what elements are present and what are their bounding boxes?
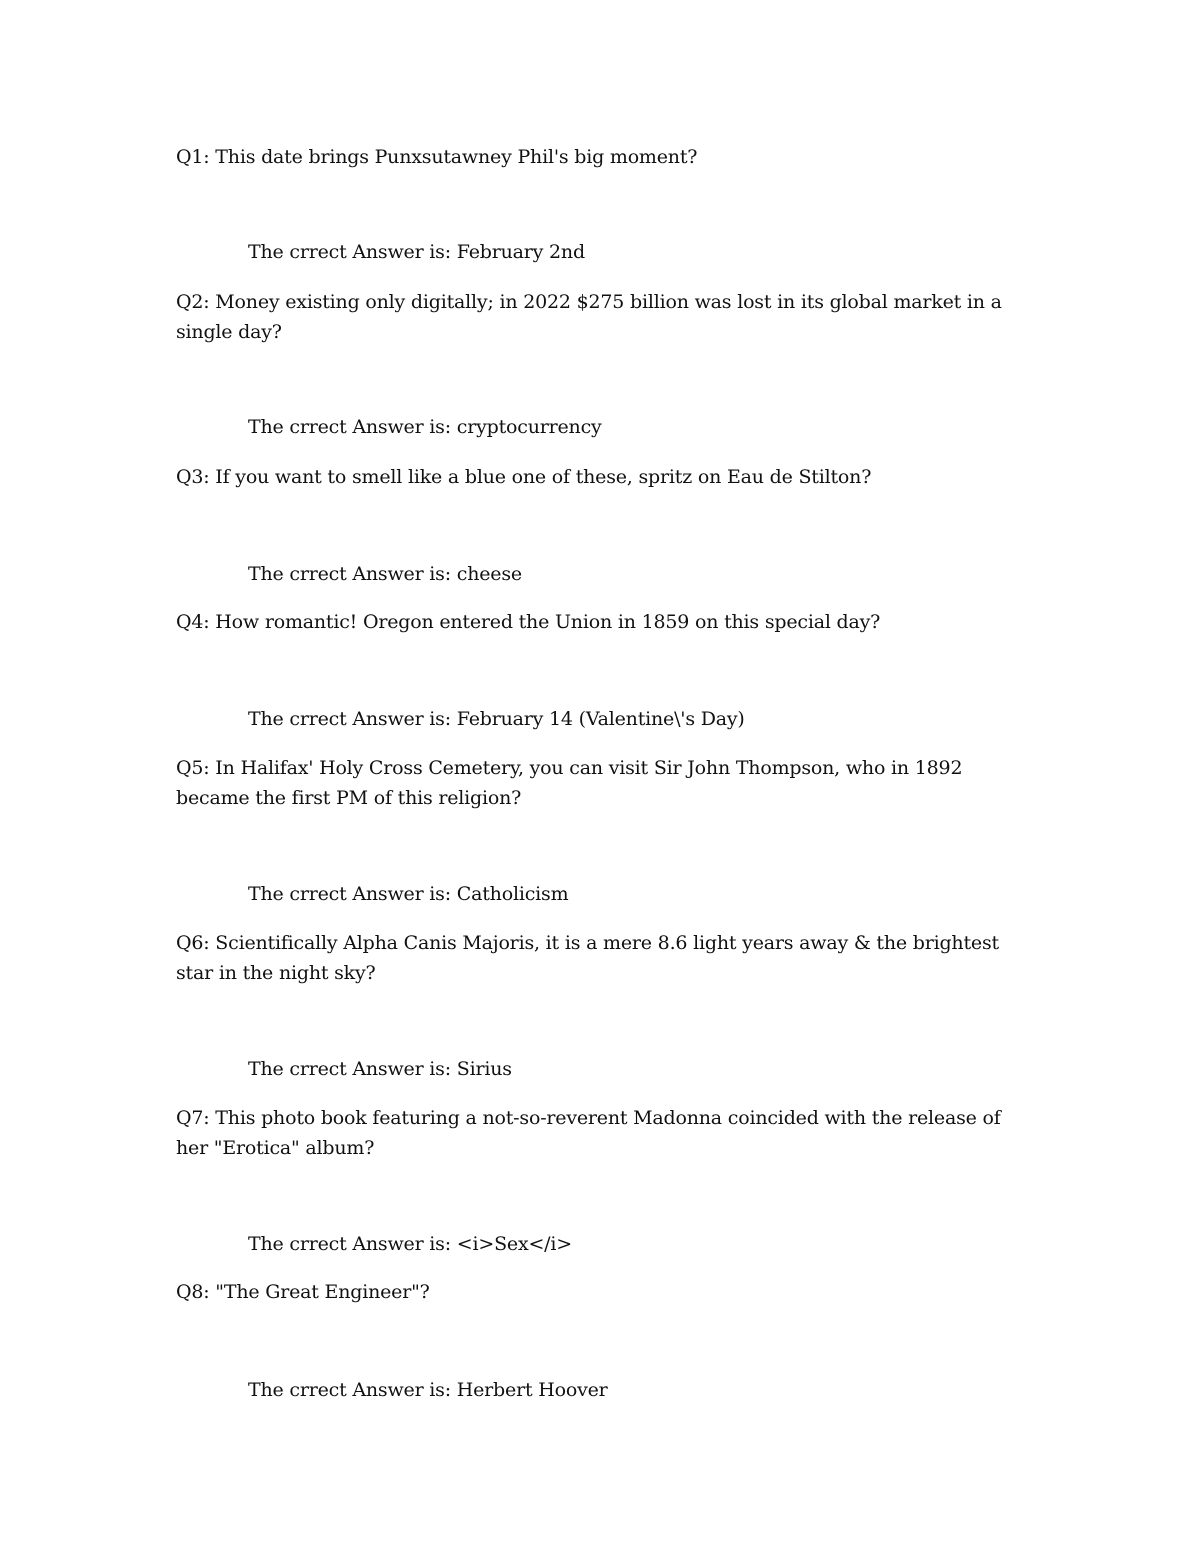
answer-1: The crrect Answer is: February 2nd [248, 241, 585, 263]
question-6: Q6: Scientifically Alpha Canis Majoris, it is a mere 8.6 light years away & the brightest star in the night sky? [176, 932, 999, 984]
question-1: Q1: This date brings Punxsutawney Phil's big moment? [176, 146, 698, 168]
answer-3: The crrect Answer is: cheese [248, 563, 522, 585]
answer-7: The crrect Answer is: <i>Sex</i> [248, 1233, 572, 1255]
question-5: Q5: In Halifax' Holy Cross Cemetery, you can visit Sir John Thompson, who in 1892 became the first PM of this religion? [176, 757, 963, 809]
question-8: Q8: "The Great Engineer"? [176, 1281, 430, 1303]
answer-2: The crrect Answer is: cryptocurrency [248, 416, 602, 438]
answer-6: The crrect Answer is: Sirius [248, 1058, 512, 1080]
question-3: Q3: If you want to smell like a blue one of these, spritz on Eau de Stilton? [176, 466, 872, 488]
question-2: Q2: Money existing only digitally; in 2022 $275 billion was lost in its global market in a single day? [176, 291, 1002, 343]
answer-4: The crrect Answer is: February 14 (Valentine\'s Day) [248, 708, 745, 730]
answer-5: The crrect Answer is: Catholicism [248, 883, 569, 905]
answer-8: The crrect Answer is: Herbert Hoover [248, 1379, 608, 1401]
question-7: Q7: This photo book featuring a not-so-reverent Madonna coincided with the release of her "Erotica" album? [176, 1107, 1001, 1159]
question-4: Q4: How romantic! Oregon entered the Union in 1859 on this special day? [176, 611, 881, 633]
